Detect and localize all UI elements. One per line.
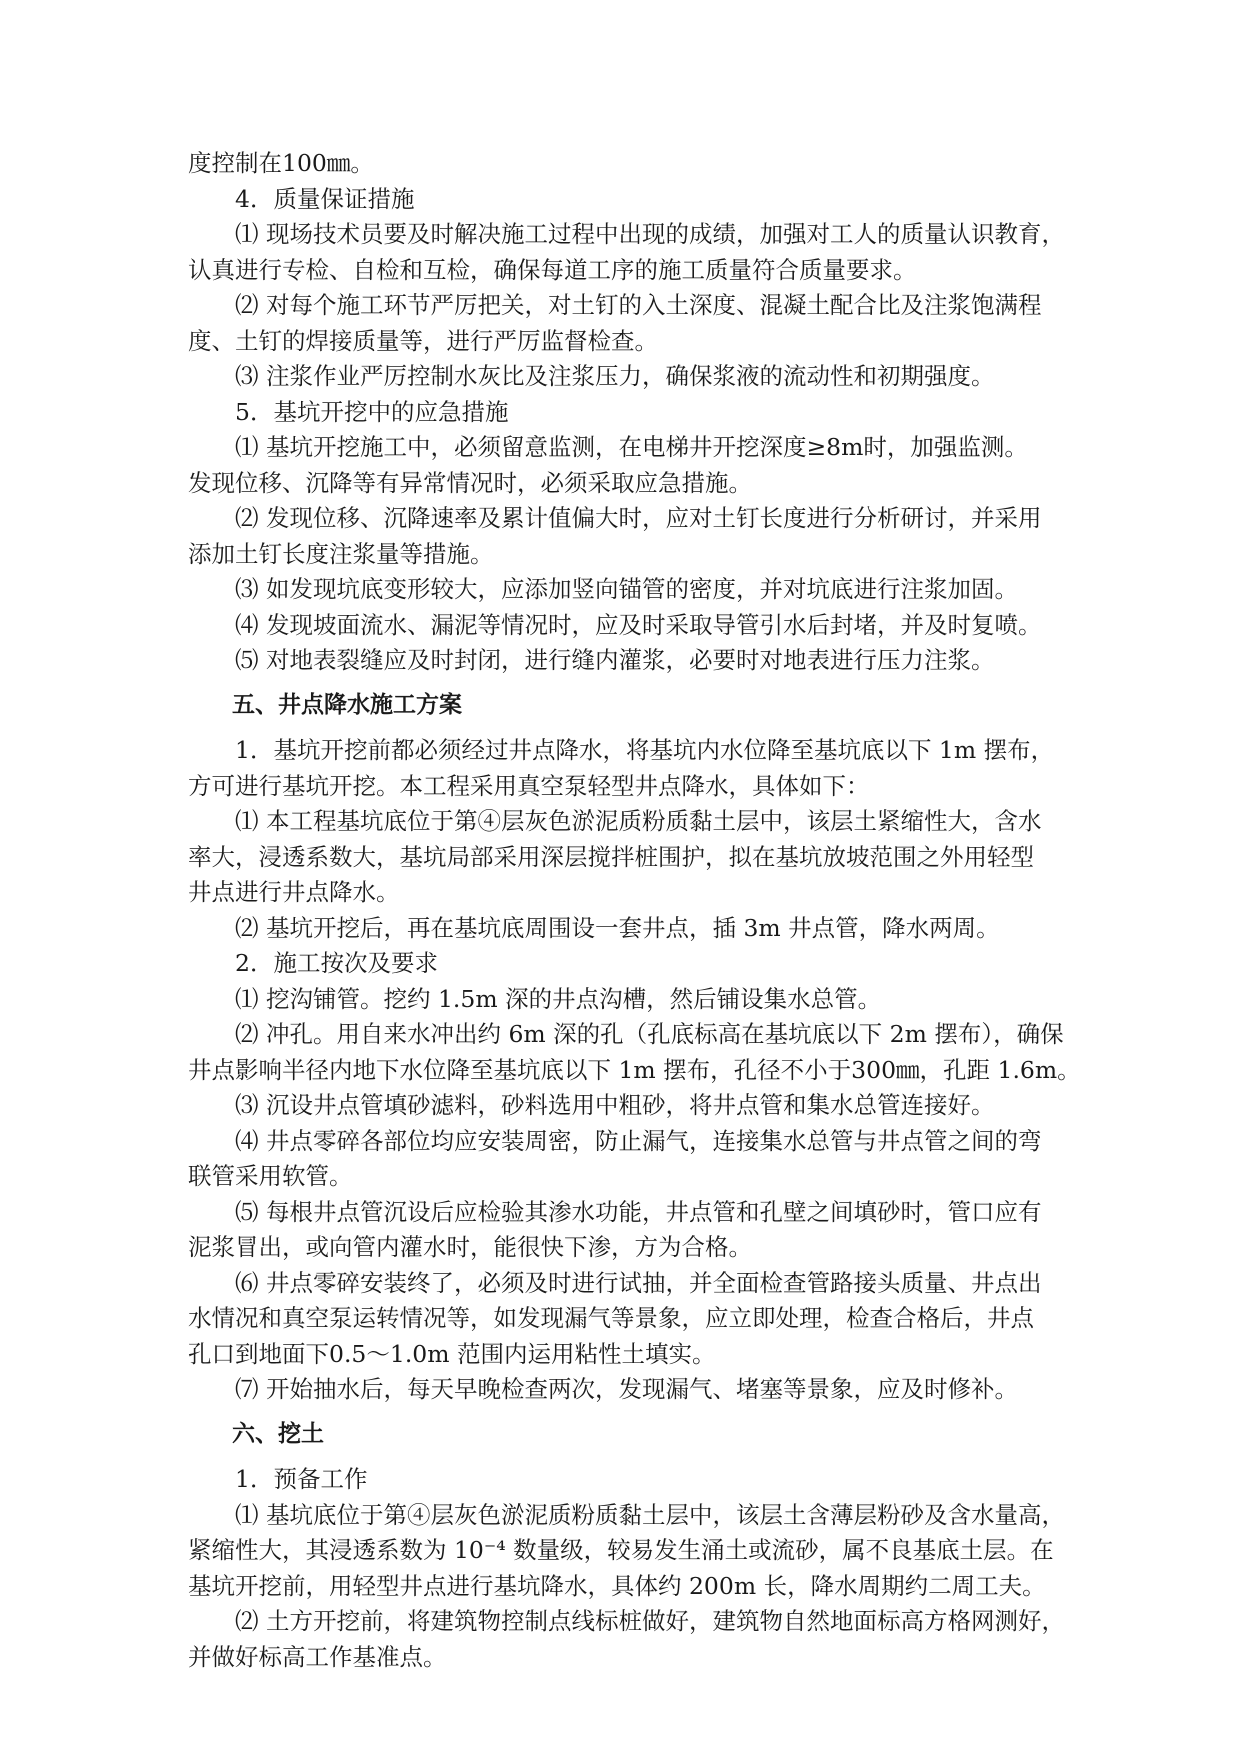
paragraph-line: ⑴ 基坑底位于第④层灰色淤泥质粉质黏土层中，该层土含薄层粉砂及含水量高， — [235, 1500, 1065, 1529]
paragraph-continuation-line: 基坑开挖前，用轻型井点进行基坑降水，具体约 200m 长，降水周期约二周工夫。 — [188, 1571, 1046, 1600]
paragraph-line: ⑶ 注浆作业严厉控制水灰比及注浆压力，确保浆液的流动性和初期强度。 — [235, 362, 995, 390]
paragraph-line: 1．预备工作 — [235, 1465, 368, 1493]
paragraph-line: ⑸ 对地表裂缝应及时封闭，进行缝内灌浆，必要时对地表进行压力注浆。 — [235, 646, 995, 674]
paragraph-line: ⑺ 开始抽水后，每天早晚检查两次，发现漏气、堵塞等景象，应及时修补。 — [235, 1375, 1018, 1403]
paragraph-continuation-line: 认真进行专检、自检和互检，确保每道工序的施工质量符合质量要求。 — [188, 255, 917, 284]
paragraph-line: ⑶ 沉设井点管填砂滤料，砂料选用中粗砂，将井点管和集水总管连接好。 — [235, 1091, 995, 1119]
paragraph-line: ⑷ 发现坡面流水、漏泥等情况时，应及时采取导管引水后封堵，并及时复喷。 — [235, 610, 1042, 639]
paragraph-line: ⑴ 基坑开挖施工中，必须留意监测，在电梯井开挖深度≥8m时，加强监测。 — [235, 433, 1028, 461]
paragraph-line: ⑵ 冲孔。用自来水冲出约 6m 深的孔（孔底标高在基坑底以下 2m 摆布），确保 — [235, 1020, 1064, 1048]
paragraph-continuation-line: 泥浆冒出，或向管内灌水时，能很快下渗，方为合格。 — [188, 1233, 752, 1261]
paragraph-continuation-line: 添加土钉长度注浆量等措施。 — [188, 539, 494, 568]
paragraph-line: ⑵ 基坑开挖后，再在基坑底周围设一套井点，插 3m 井点管，降水两周。 — [235, 913, 1000, 942]
paragraph-line: 4．质量保证措施 — [235, 184, 415, 213]
paragraph-continuation-line: 并做好标高工作基准点。 — [188, 1642, 447, 1671]
paragraph-line: ⑴ 挖沟铺管。挖约 1.5m 深的井点沟槽，然后铺设集水总管。 — [235, 984, 882, 1013]
paragraph-continuation-line: 度、土钉的焊接质量等，进行严厉监督检查。 — [188, 326, 658, 355]
document-body — [188, 146, 1081, 1675]
paragraph-line: 5．基坑开挖中的应急措施 — [235, 397, 509, 426]
paragraph-line: ⑵ 土方开挖前，将建筑物控制点线标桩做好，建筑物自然地面标高方格网测好， — [235, 1607, 1065, 1635]
paragraph-continuation-line: 发现位移、沉降等有异常情况时，必须采取应急措施。 — [188, 468, 752, 497]
paragraph-line: ⑴ 本工程基坑底位于第④层灰色淤泥质粉质黏土层中，该层土紧缩性大，含水 — [235, 807, 1042, 835]
paragraph-line: ⑴ 现场技术员要及时解决施工过程中出现的成绩，加强对工人的质量认识教育， — [235, 220, 1065, 248]
paragraph-continuation-line: 孔口到地面下0.5～1.0m 范围内运用粘性土填实。 — [188, 1339, 716, 1368]
paragraph-continuation-line: 井点影响半径内地下水位降至基坑底以下 1m 摆布，孔径不小于300㎜，孔距 1.6m。 — [188, 1055, 1081, 1084]
paragraph-line: ⑸ 每根井点管沉设后应检验其渗水功能，井点管和孔壁之间填砂时，管口应有 — [235, 1197, 1042, 1226]
paragraph-continuation-line: 率大，浸透系数大，基坑局部采用深层搅拌桩围护，拟在基坑放坡范围之外用轻型 — [188, 842, 1034, 871]
paragraph-continuation-line: 方可进行基坑开挖。本工程采用真空泵轻型井点降水，具体如下： — [188, 771, 870, 800]
paragraph-line: ⑹ 井点零碎安装终了，必须及时进行试抽，并全面检查管路接头质量、井点出 — [235, 1268, 1042, 1297]
section-heading: 六、挖土 — [232, 1420, 324, 1447]
paragraph-line: 1．基坑开挖前都必须经过井点降水，将基坑内水位降至基坑底以下 1m 摆布， — [235, 736, 1055, 764]
paragraph-continuation-line: 度控制在100㎜。 — [188, 149, 374, 177]
section-heading: 五、井点降水施工方案 — [232, 691, 462, 718]
paragraph-continuation-line: 井点进行井点降水。 — [188, 878, 400, 906]
paragraph-line: ⑷ 井点零碎各部位均应安装周密，防止漏气，连接集水总管与井点管之间的弯 — [235, 1126, 1042, 1155]
paragraph-line: 2．施工按次及要求 — [235, 949, 438, 977]
paragraph-continuation-line: 联管采用软管。 — [188, 1162, 353, 1190]
paragraph-continuation-line: 水情况和真空泵运转情况等，如发现漏气等景象，应立即处理，检查合格后，井点 — [188, 1304, 1034, 1332]
paragraph-line: ⑵ 发现位移、沉降速率及累计值偏大时，应对土钉长度进行分析研讨，并采用 — [235, 504, 1042, 532]
paragraph-line: ⑵ 对每个施工环节严厉把关，对土钉的入土深度、混凝土配合比及注浆饱满程 — [235, 291, 1042, 319]
paragraph-continuation-line: 紧缩性大，其浸透系数为 10⁻⁴ 数量级，较易发生涌土或流砂，属不良基底土层。在 — [188, 1536, 1054, 1564]
paragraph-line: ⑶ 如发现坑底变形较大，应添加竖向锚管的密度，并对坑底进行注浆加固。 — [235, 575, 1018, 603]
